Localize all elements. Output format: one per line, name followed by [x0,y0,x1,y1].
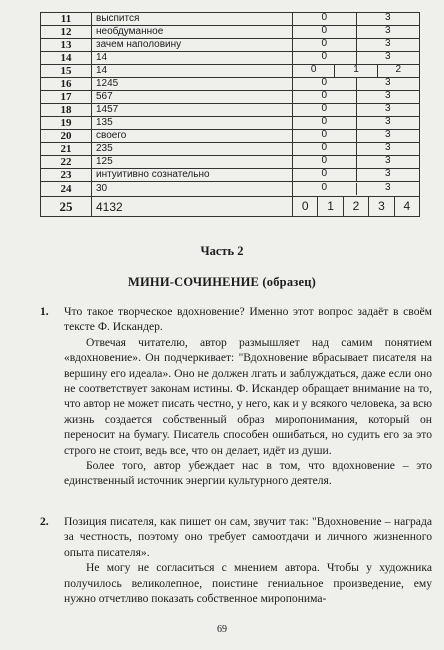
item-number: 1. [40,305,49,318]
score-cell [293,143,420,156]
score-value: 0 [293,143,357,155]
score-cell [293,156,420,169]
question-number: 18 [41,104,92,117]
score-cell [293,197,420,217]
score-cell [293,169,420,182]
score-cell [293,117,420,130]
table-row [41,156,420,169]
score-value: 3 [384,25,391,36]
answer-cell: 235 [92,143,293,156]
question-number: 25 [41,197,92,217]
essay-item-1 [40,304,432,489]
score-cell [293,130,420,143]
table-row [41,39,420,52]
item-paragraph: Что такое творческое вдохновение? Именно этот вопрос задаёт в своём тексте Ф. Искандер. [64,305,432,334]
item-number: 2. [40,515,49,528]
answer-cell: 1245 [92,78,293,91]
score-value: 3 [384,103,391,114]
answer-cell: 567 [92,91,293,104]
score-value: 0 [293,52,357,64]
answer-cell: интуитивно сознательно [92,169,293,182]
score-value: 3 [384,129,391,140]
score-value: 0 [293,156,357,168]
score-value: 3 [369,197,394,216]
table-row [41,104,420,117]
score-value: 3 [384,168,391,179]
score-value: 3 [384,38,391,49]
score-value: 0 [293,183,357,195]
table-row [41,52,420,65]
question-number: 22 [41,156,92,169]
question-number: 17 [41,91,92,104]
table-row [41,130,420,143]
score-value: 1 [335,65,377,77]
score-value: 3 [384,116,391,127]
answer-cell: 14 [92,52,293,65]
answer-cell: 14 [92,65,293,78]
score-value: 0 [293,65,335,77]
table-row [41,78,420,91]
question-number: 23 [41,169,92,182]
score-cell [293,182,420,197]
score-cell [293,39,420,52]
part-title: Часть 2 [200,244,244,258]
question-number: 14 [41,52,92,65]
score-value: 0 [293,91,357,103]
question-number: 15 [41,65,92,78]
score-value: 3 [384,155,391,166]
answer-cell: выспится [92,13,293,26]
score-value: 0 [293,78,357,90]
table-row [41,13,420,26]
question-number: 16 [41,78,92,91]
score-value: 0 [293,197,318,216]
score-cell [293,26,420,39]
question-number: 11 [41,13,92,26]
score-value: 0 [293,39,357,51]
score-value: 4 [403,199,411,213]
score-value: 3 [384,90,391,101]
score-cell [293,91,420,104]
essay-item-2 [40,514,432,606]
score-cell [293,65,420,78]
answer-table [40,12,420,217]
score-value: 0 [293,169,357,181]
score-value: 0 [293,117,357,129]
item-paragraph: Более того, автор убеждает нас в том, что вдохновение – это единственный источник энергии культурного деятеля. [64,459,432,488]
score-value: 3 [384,51,391,62]
question-number: 12 [41,26,92,39]
table-row [41,197,420,217]
table-row [41,182,420,197]
score-value: 0 [293,104,357,116]
score-cell [293,13,420,26]
score-cell [293,78,420,91]
item-paragraph: Позиция писателя, как пишет он сам, звучит так: "Вдохновение – награда за честность, поэтому оно требует самоотдачи и личного жизненного опыта писателя». [64,515,432,559]
answer-cell: 135 [92,117,293,130]
table-row [41,26,420,39]
question-number: 13 [41,39,92,52]
page-number: 69 [217,624,227,635]
score-value: 0 [293,13,357,25]
item-paragraph: Не могу не согласиться с мнением автора. Чтобы у художника получилось великолепное, поистине гениальное произведение, ему нужно отчетливо показать собственное миропонима- [64,561,432,606]
score-value: 1 [318,197,343,216]
table-row [41,117,420,130]
answer-cell: 30 [92,182,293,197]
question-number: 24 [41,182,92,197]
question-number: 20 [41,130,92,143]
score-cell [293,52,420,65]
answer-cell: своего [92,130,293,143]
item-paragraph: Отвечая читателю, автор размышляет над самим понятием «вдохновение». Он подчеркивает: "Вдохновение вбрасывает писателя на вершину его идеала». Оно не должен лгать и заблуждаться, даже если оно не соответствует законам истины. Ф. Искандер обращает внимание на то, что автор не может писать честно, у него, как и у всякого человека, за всю жизнь создается собственный образ миропонимания, который он переносит на бумагу. Писатель способен ошибаться, но судить его за это строго не стоит, ведь все, что он делает, идёт из души. [64,335,432,457]
score-value: 3 [384,142,391,153]
score-value: 3 [384,77,391,88]
answer-cell: необдуманное [92,26,293,39]
answer-cell: 4132 [92,197,293,217]
answer-cell: зачем наполовину [92,39,293,52]
score-cell [293,104,420,117]
answer-cell: 125 [92,156,293,169]
answer-cell: 1457 [92,104,293,117]
score-value: 3 [384,12,391,23]
score-value: 0 [293,130,357,142]
score-value: 2 [344,197,369,216]
score-value: 3 [384,182,391,193]
table-row [41,65,420,78]
section-title: МИНИ-СОЧИНЕНИЕ (образец) [127,275,317,289]
score-value: 0 [293,26,357,38]
table-row [41,169,420,182]
score-value: 2 [395,64,402,75]
table-row [41,143,420,156]
question-number: 19 [41,117,92,130]
question-number: 21 [41,143,92,156]
table-row [41,91,420,104]
